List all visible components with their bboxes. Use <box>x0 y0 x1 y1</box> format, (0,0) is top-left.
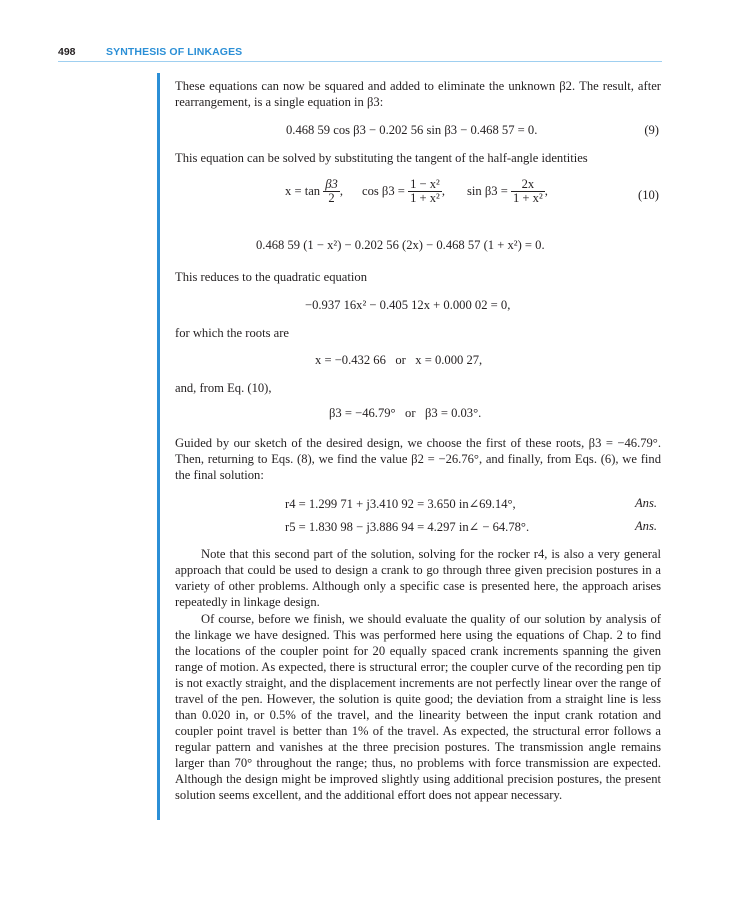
paragraph-5 <box>175 380 661 396</box>
quadratic-text: −0.937 16x² − 0.405 12x + 0.000 02 = 0, <box>305 298 511 312</box>
r4-text: r4 = 1.299 71 + j3.410 92 = 3.650 in∠69.14°, <box>285 497 516 511</box>
eq10-x-lhs: x = tan <box>285 184 321 198</box>
r5-text: r5 = 1.830 98 − j3.886 94 = 4.297 in∠ − 64.78°. <box>285 520 530 534</box>
equation-9-number: (9) <box>644 123 659 137</box>
eq10-sin-den: 1 + x² <box>512 191 543 205</box>
equation-10 <box>175 178 661 210</box>
equation-10-cos: cos β3 = $\frac{\text{1 − x²}}{\text{1 + x²}}$ , <box>362 177 445 205</box>
equation-10-sin: sin β3 = $\frac{2x}{\text{1 + x²}}$ , <box>467 177 548 205</box>
paragraph-8 <box>175 611 661 803</box>
paragraph-4-text: for which the roots are <box>175 326 290 340</box>
paragraph-1 <box>175 78 661 110</box>
eq10-sin-fraction <box>511 178 545 205</box>
margin-bar <box>157 73 160 820</box>
eq10-cos-lhs: cos β3 = <box>362 184 405 198</box>
eq10-cos-fraction <box>408 178 442 205</box>
roots-text: x = −0.432 66 or x = 0.000 27, <box>315 353 483 367</box>
eq10-cos-den: 1 + x² <box>410 191 440 205</box>
r5-ans-tag: Ans. <box>634 519 657 533</box>
paragraph-3 <box>175 269 661 285</box>
paragraph-7 <box>175 546 661 610</box>
paragraph-2 <box>175 150 661 166</box>
paragraph-4 <box>175 325 661 341</box>
equation-9-body: 0.468 59 cos β3 − 0.202 56 sin β3 − 0.468 57 = 0. <box>286 123 538 137</box>
eq10-cos-num: 1 − x² <box>410 177 440 191</box>
paragraph-5-text: and, from Eq. (10), <box>175 381 272 395</box>
paragraph-7-text: Note that this second part of the solution, solving for the rocker r4, is also a very general approach that could be used to design a crank to go through three given precision postures in a variety of other problems. Although only a specific case is presented here, the approach arises repeatedly in linkage design. <box>175 547 661 609</box>
paragraph-1-text: These equations can now be squared and added to eliminate the unknown β2. The result, after rearrangement, is a single equation in β3: <box>175 79 661 109</box>
substitution-text: 0.468 59 (1 − x²) − 0.202 56 (2x) − 0.468 57 (1 + x²) = 0. <box>256 238 545 252</box>
running-header <box>58 46 662 60</box>
paragraph-3-text: This reduces to the quadratic equation <box>175 270 367 284</box>
chapter-title: SYNTHESIS OF LINKAGES <box>106 46 243 58</box>
paragraph-6 <box>175 435 661 483</box>
eq10-beta-den: 2 <box>328 191 335 205</box>
header-rule <box>58 61 662 62</box>
r4-ans-tag: Ans. <box>634 496 657 510</box>
page-number: 498 <box>58 46 76 58</box>
equation-10-number: (10) <box>638 188 659 202</box>
paragraph-6-text: Guided by our sketch of the desired design, we choose the first of these roots, β3 = −46.79°. Then, returning to Eqs. (8), we find the value β2 = −26.76°, and finally, from Eqs. (6), we find the final solution: <box>175 436 661 482</box>
eq10-beta-num: β3 <box>325 177 338 191</box>
eq10-sin-num: 2x <box>511 178 545 192</box>
paragraph-2-text: This equation can be solved by substituting the tangent of the half-angle identities <box>175 151 588 165</box>
beta-roots-text: β3 = −46.79° or β3 = 0.03°. <box>329 406 482 420</box>
paragraph-8-text: Of course, before we finish, we should evaluate the quality of our solution by analysis of the linkage we have designed. This was performed here using the equations of Chap. 2 to find the locations of the coupler point for 20 equally spaced crank increments spanning the given range of motion. As expected, there is structural error; the coupler curve of the recording pen tip is not exactly straight, and the displacement increments are not perfectly linear over the range of travel of the pen. However, the solution is quite good; the deviation from a straight line is less than 0.020 in, or 0.5% of the travel, and the linearity between the input crank rotation and coupler point travel is better than 1% of the travel. As expected, the structural error follows a regular pattern and vanishes at the three precision postures. The transmission angle remains larger than 70° throughout the range; thus, no problems with force transmission are expected. Although the design might be improved slightly using additional precision postures, the present solution seems excellent, and the additional effort does not appear necessary. <box>175 612 661 802</box>
equation-10-x: x = tan $\frac{\beta 3}{2}$ , <box>285 177 343 205</box>
eq10-beta-fraction <box>323 178 340 205</box>
eq10-sin-lhs: sin β3 = <box>467 184 508 198</box>
